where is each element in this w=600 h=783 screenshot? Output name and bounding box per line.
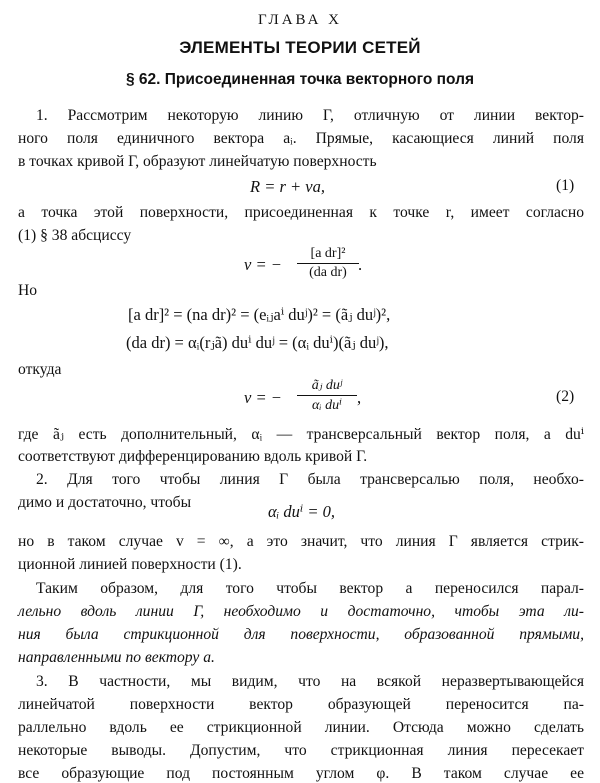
text-line: 3. В частности, мы видим, что на всякой неразвертывающейся <box>36 673 584 690</box>
equation-1-number: (1) <box>556 177 575 194</box>
square-equation-1: [a dr]² = (na dr)² = (eᵢⱼaⁱ duʲ)² = (ãⱼ duʲ)², <box>128 305 391 324</box>
text-line: направленными по вектору a. <box>18 649 215 666</box>
text-line: но в таком случае v = ∞, а это значит, что линия Γ является стрик- <box>18 533 584 550</box>
square-equation-2: (da dr) = αᵢ(rⱼã) duⁱ duʲ = (αᵢ duⁱ)(ãⱼ duʲ), <box>126 333 389 352</box>
equation-2-lhs: v = − <box>244 388 282 407</box>
section-title: § 62. Присоединенная точка векторного поля <box>125 71 475 88</box>
text-line: в точках кривой Γ, образуют линейчатую поверхность <box>18 153 377 170</box>
text-line: 2. Для того чтобы линия Γ была трансверсалью поля, необхо- <box>36 471 584 488</box>
equation-2-number: (2) <box>556 388 575 405</box>
equation-2-fraction <box>297 377 357 414</box>
equation-2-denominator: αᵢ duⁱ <box>297 395 357 414</box>
text-line: откуда <box>18 361 62 378</box>
abscissa-fraction <box>297 246 359 281</box>
text-line: а точка этой поверхности, присоединенная к точке r, имеет согласно <box>18 204 584 221</box>
text-line: соответствуют дифференцированию вдоль кривой Γ. <box>18 448 368 465</box>
abscissa-period: . <box>358 255 363 274</box>
equation-2-numerator: ãⱼ duʲ <box>311 378 343 393</box>
text-line: 1. Рассмотрим некоторую линию Γ, отличную от линии вектор- <box>36 107 584 124</box>
text-line: ния была стрикционной для поверхности, образованной прямыми, <box>18 626 584 643</box>
chapter-label: ГЛАВА X <box>257 12 343 28</box>
text-line: линейчатой поверхности вектор образующей переносится па- <box>18 696 584 713</box>
abscissa-denominator: (da dr) <box>297 263 359 281</box>
text-line: димо и достаточно, чтобы <box>18 494 192 511</box>
equation-1: R = r + va, <box>250 177 325 196</box>
transversal-equation: αᵢ duⁱ = 0, <box>268 502 335 521</box>
text-line: раллельно вдоль ее стрикционной линии. Отсюда можно сделать <box>18 719 584 736</box>
text-line: (1) § 38 абсциссу <box>18 227 132 244</box>
text-line: Таким образом, для того чтобы вектор a переносился парал- <box>36 580 584 597</box>
text-line: Но <box>18 282 38 299</box>
text-line: где ãⱼ есть дополнительный, αᵢ — трансверсальный вектор поля, а duⁱ <box>18 426 584 443</box>
equation-2-comma: , <box>357 388 362 407</box>
chapter-title: ЭЛЕМЕНТЫ ТЕОРИИ СЕТЕЙ <box>179 38 421 57</box>
text-line: ционной линией поверхности (1). <box>18 556 242 573</box>
abscissa-numerator: [a dr]² <box>310 246 346 261</box>
text-line: все образующие под постоянным углом φ. В таком случае ее <box>18 765 584 782</box>
abscissa-lhs: v = − <box>244 255 282 274</box>
text-line: некоторые выводы. Допустим, что стрикционная линия пересекает <box>18 742 584 759</box>
text-line: ного поля единичного вектора aᵢ. Прямые, касающиеся линий поля <box>18 130 584 147</box>
text-line: лельно вдоль линии Γ, необходимо и достаточно, чтобы эта ли- <box>18 603 584 620</box>
